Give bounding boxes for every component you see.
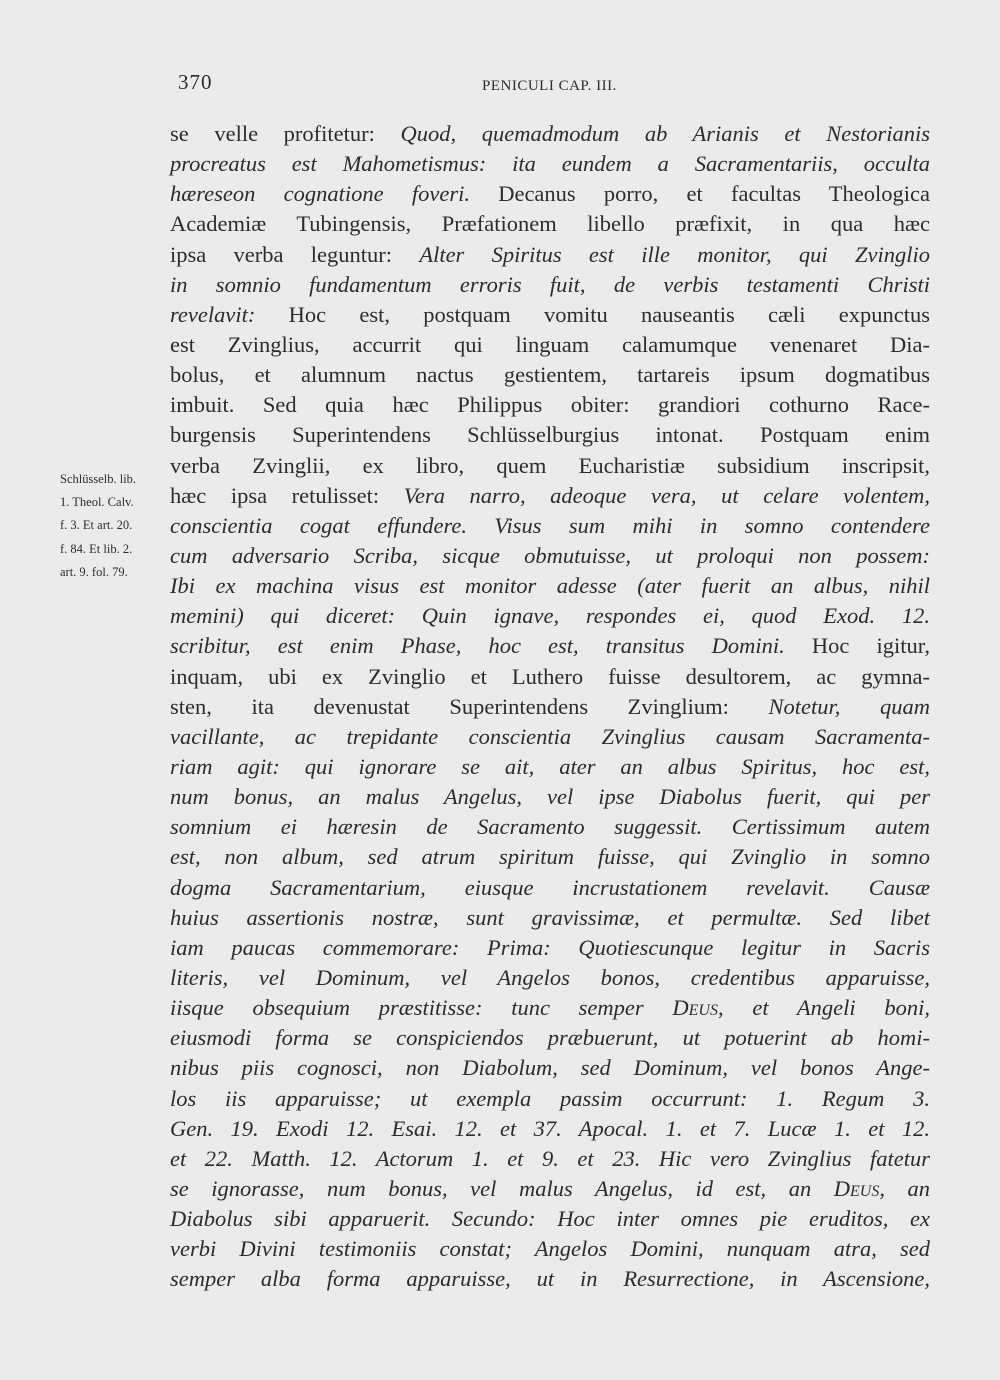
running-head: PENICULI CAP. III. <box>482 78 617 94</box>
body-text <box>170 119 930 1294</box>
italic-text: in somnio fundamentum erroris fuit, de verbis testamenti Christi <box>170 271 930 297</box>
roman-text: ipsa verba leguntur: <box>170 241 420 267</box>
text-line <box>170 1174 930 1204</box>
text-line <box>170 240 930 270</box>
italic-text: literis, vel Dominum, vel Angelos bonos, credentibus apparuisse, <box>170 964 930 990</box>
text-line <box>170 601 930 631</box>
italic-text: num bonus, an malus Angelus, vel ipse Diabolus fuerit, qui per <box>170 784 930 810</box>
italic-text: nibus piis cognosci, non Diabolum, sed Dominum, vel bonos Ange- <box>170 1055 930 1081</box>
margin-note <box>60 468 172 584</box>
italic-text: riam agit: qui ignorare se ait, ater an albus Spiritus, hoc est, <box>170 753 930 779</box>
roman-text: Hoc est, postquam vomitu nauseantis cæli expunctus <box>255 301 930 327</box>
italic-text: huius assertionis nostræ, sunt gravissimæ, et permultæ. Sed libet <box>170 904 930 930</box>
italic-text: verbi Divini testimoniis constat; Angelos Domini, nunquam atra, sed <box>170 1236 930 1262</box>
roman-text: inquam, ubi ex Zvinglio et Luthero fuisse desultorem, ac gymna- <box>170 663 930 689</box>
italic-text: los iis apparuisse; ut exempla passim occurrunt: 1. Regum 3. <box>170 1085 930 1111</box>
italic-text: scribitur, est enim Phase, hoc est, transitus Domini. <box>170 633 785 659</box>
text-line <box>170 270 930 300</box>
italic-text: revelavit: <box>170 301 256 327</box>
text-line <box>170 1264 930 1294</box>
text-line <box>170 873 930 903</box>
margin-note-line: f. 84. Et lib. 2. <box>60 541 133 556</box>
text-line <box>170 1114 930 1144</box>
roman-text: Hoc igitur, <box>784 633 931 659</box>
italic-text: Gen. 19. Exodi 12. Esai. 12. et 37. Apocal. 1. et 7. Lucæ 1. et 12. <box>170 1115 930 1141</box>
page-number: 370 <box>178 70 213 94</box>
text-line <box>170 1144 930 1174</box>
italic-text: somnium ei hæresin de Sacramento suggessit. Certissimum autem <box>170 814 930 840</box>
text-line <box>170 692 930 722</box>
text-line <box>170 842 930 872</box>
text-line <box>170 209 930 239</box>
small-caps-text: Deus <box>833 1175 880 1201</box>
italic-text: Notetur, quam <box>768 693 930 719</box>
text-line <box>170 662 930 692</box>
text-line <box>170 631 930 661</box>
italic-text: vacillante, ac trepidante conscientia Zvinglius causam Sacramenta- <box>170 723 930 749</box>
margin-note-line: f. 3. Et art. 20. <box>60 518 133 533</box>
margin-note-line: art. 9. fol. 79. <box>60 564 128 579</box>
margin-note-line: 1. Theol. Calv. <box>60 495 134 510</box>
italic-text: hæreseon cognatione foveri. <box>170 181 470 207</box>
text-line <box>170 812 930 842</box>
italic-text: procreatus est Mahometismus: ita eundem a Sacramentariis, occulta <box>170 151 930 177</box>
text-line <box>170 119 930 149</box>
italic-text: est, non album, sed atrum spiritum fuisse, qui Zvinglio in somno <box>170 844 930 870</box>
italic-text: , an <box>879 1175 931 1201</box>
text-line <box>170 903 930 933</box>
italic-text: cum adversario Scriba, sicque obmutuisse, ut proloqui non possem: <box>170 542 930 568</box>
text-line <box>170 420 930 450</box>
italic-text: Alter Spiritus est ille monitor, qui Zvinglio <box>419 241 930 267</box>
text-line <box>170 993 930 1023</box>
italic-text: eiusmodi forma se conspiciendos præbuerunt, ut potuerint ab homi- <box>170 1025 930 1051</box>
text-line <box>170 179 930 209</box>
text-line <box>170 360 930 390</box>
roman-text: verba Zvinglii, ex libro, quem Eucharistiæ subsidium inscripsit, <box>170 452 930 478</box>
text-line <box>170 541 930 571</box>
small-caps-text: Deus <box>672 995 718 1021</box>
italic-text: Vera narro, adeoque vera, ut celare volentem, <box>403 482 930 508</box>
text-line <box>170 933 930 963</box>
roman-text: burgensis Superintendens Schlüsselburgius intonat. Postquam enim <box>170 422 930 448</box>
margin-note-line: Schlüsselb. lib. <box>60 472 137 486</box>
text-line <box>170 149 930 179</box>
roman-text: Decanus porro, et facultas Theologica <box>469 181 930 207</box>
roman-text: bolus, et alumnum nactus gestientem, tartareis ipsum dogmatibus <box>170 362 930 388</box>
text-line <box>170 1084 930 1114</box>
text-line <box>170 1053 930 1083</box>
roman-text: imbuit. Sed quia hæc Philippus obiter: grandiori cothurno Race- <box>170 392 930 418</box>
italic-text: Quod, quemadmodum ab Arianis et Nestorianis <box>400 121 930 146</box>
italic-text: memini) qui diceret: Quin ignave, respondes ei, quod Exod. 12. <box>170 603 930 629</box>
text-line <box>170 300 930 330</box>
roman-text: est Zvinglius, accurrit qui linguam calamumque venenaret Dia- <box>170 331 930 357</box>
italic-text: Ibi ex machina visus est monitor adesse (ater fuerit an albus, nihil <box>170 573 930 599</box>
italic-text: se ignorasse, num bonus, vel malus Angelus, id est, an <box>170 1175 834 1201</box>
roman-text: hæc ipsa retulisset: <box>170 482 404 508</box>
roman-text: se velle profitetur: <box>170 121 401 146</box>
italic-text: Diabolus sibi apparuerit. Secundo: Hoc inter omnes pie eruditos, ex <box>170 1206 930 1232</box>
italic-text: , et Angeli boni, <box>717 995 930 1021</box>
text-line <box>170 752 930 782</box>
italic-text: iisque obsequium præstitisse: tunc semper <box>170 995 673 1021</box>
italic-text: iam paucas commemorare: Prima: Quotiescunque legitur in Sacris <box>170 934 930 960</box>
text-line <box>170 1023 930 1053</box>
text-line <box>170 571 930 601</box>
italic-text: semper alba forma apparuisse, ut in Resurrectione, in Ascensione, <box>170 1266 930 1292</box>
text-line <box>170 782 930 812</box>
text-line <box>170 722 930 752</box>
text-line <box>170 1234 930 1264</box>
text-line <box>170 481 930 511</box>
italic-text: dogma Sacramentarium, eiusque incrustationem revelavit. Causæ <box>170 874 930 900</box>
italic-text: conscientia cogat effundere. Visus sum mihi in somno contendere <box>170 512 930 538</box>
text-line <box>170 963 930 993</box>
text-line <box>170 511 930 541</box>
roman-text: Academiæ Tubingensis, Præfationem libello præfixit, in qua hæc <box>170 211 930 237</box>
text-line <box>170 1204 930 1234</box>
text-line <box>170 330 930 360</box>
text-line <box>170 451 930 481</box>
text-line <box>170 390 930 420</box>
italic-text: et 22. Matth. 12. Actorum 1. et 9. et 23. Hic vero Zvinglius fatetur <box>170 1145 930 1171</box>
roman-text: sten, ita devenustat Superintendens Zvinglium: <box>170 693 769 719</box>
